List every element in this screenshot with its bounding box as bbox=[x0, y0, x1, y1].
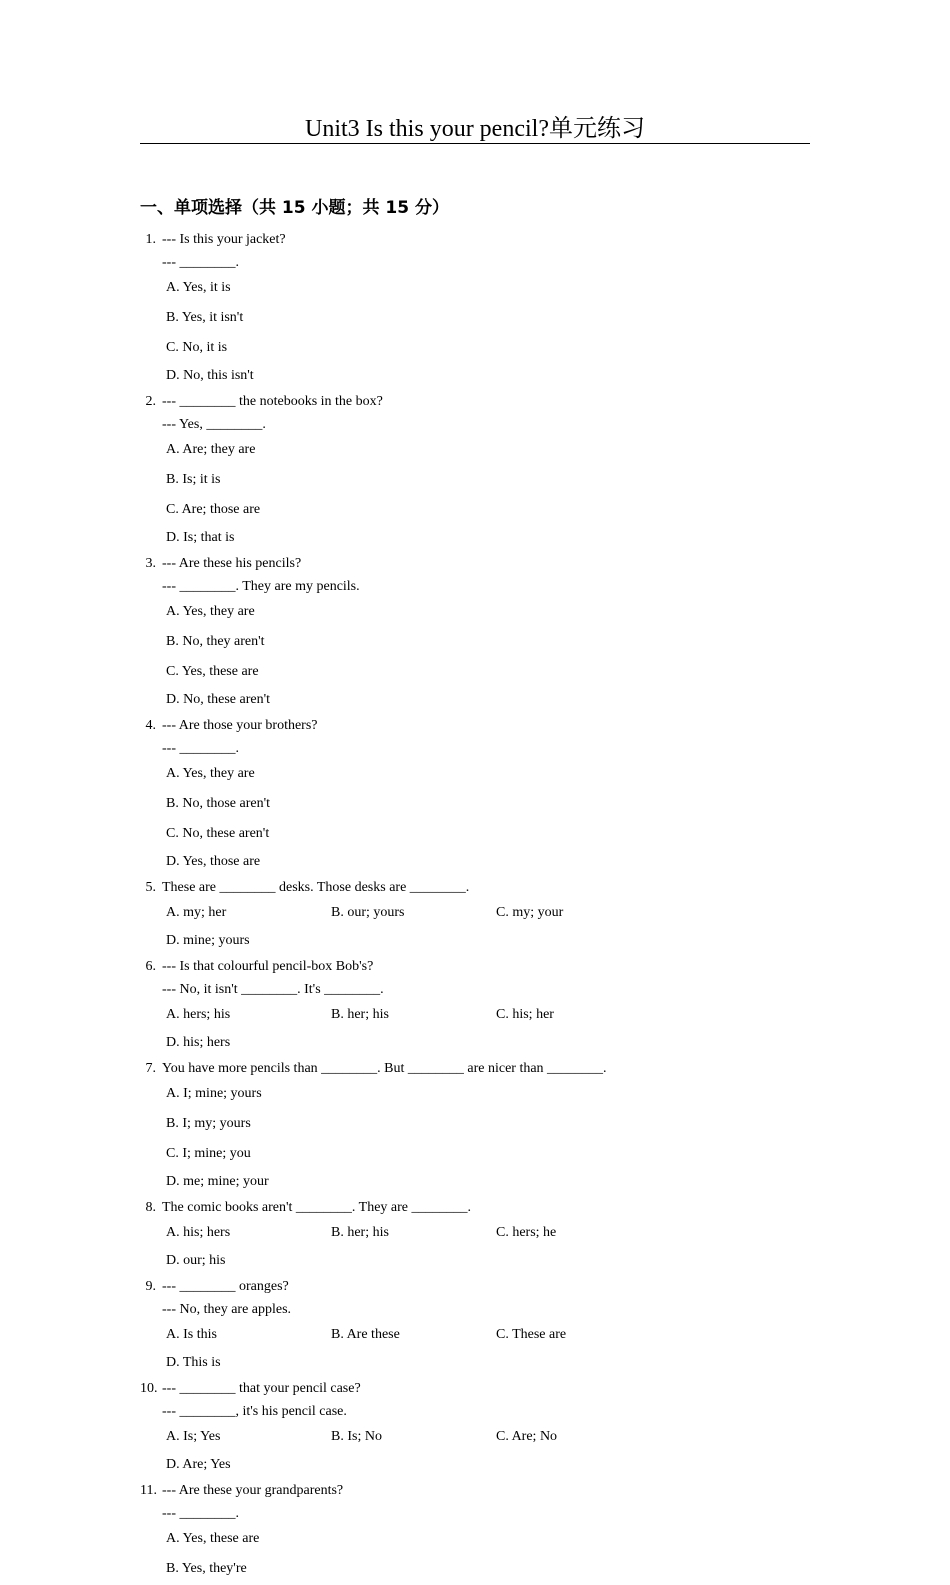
question-stem: You have more pencils than ________. But ________ are nicer than ________. bbox=[162, 1061, 607, 1076]
option-a: A. Yes, these are bbox=[166, 1531, 260, 1546]
question-2 bbox=[140, 390, 820, 552]
title-underline bbox=[140, 143, 810, 144]
question-stem: --- Are these his pencils? bbox=[162, 556, 302, 571]
option-list bbox=[140, 1001, 820, 1057]
option-list bbox=[140, 274, 820, 390]
option-a: A. hers; his bbox=[166, 1007, 231, 1022]
option-c: C. Yes, these are bbox=[166, 664, 259, 679]
option-c: C. No, these aren't bbox=[166, 826, 270, 841]
question-3 bbox=[140, 552, 820, 714]
option-list bbox=[140, 1423, 820, 1479]
option-b: B. Is; it is bbox=[166, 472, 221, 487]
option-c: C. I; mine; you bbox=[166, 1146, 251, 1161]
question-number: 4. bbox=[145, 718, 156, 733]
question-stem: The comic books aren't ________. They are ________. bbox=[162, 1200, 472, 1215]
option-b: B. I; my; yours bbox=[166, 1116, 251, 1131]
question-number: 6. bbox=[145, 959, 156, 974]
question-list bbox=[140, 228, 820, 1585]
option-list bbox=[140, 1525, 820, 1585]
question-stem: --- Are these your grandparents? bbox=[162, 1483, 344, 1498]
question-stem: --- ________ oranges? bbox=[162, 1279, 289, 1294]
question-response-line: --- No, they are apples. bbox=[162, 1302, 292, 1317]
question-8 bbox=[140, 1196, 820, 1275]
question-stem: These are ________ desks. Those desks are ________. bbox=[162, 880, 470, 895]
option-b: B. No, those aren't bbox=[166, 796, 271, 811]
option-c: C. No, it is bbox=[166, 340, 228, 355]
option-b: B. our; yours bbox=[331, 905, 405, 920]
option-b: B. No, they aren't bbox=[166, 634, 265, 649]
question-number: 8. bbox=[145, 1200, 156, 1215]
question-number: 1. bbox=[145, 232, 156, 247]
question-10 bbox=[140, 1377, 820, 1479]
question-5 bbox=[140, 876, 820, 955]
option-b: B. her; his bbox=[331, 1007, 389, 1022]
option-d: D. me; mine; your bbox=[166, 1174, 269, 1189]
question-number: 10. bbox=[140, 1381, 158, 1396]
option-d: D. his; hers bbox=[166, 1035, 231, 1050]
option-d: D. mine; yours bbox=[166, 933, 250, 948]
question-9 bbox=[140, 1275, 820, 1377]
section-heading: 一、单项选择（共 15 小题；共 15 分） bbox=[140, 198, 449, 218]
option-b: B. Yes, they're bbox=[166, 1561, 247, 1576]
option-list bbox=[140, 760, 820, 876]
option-list bbox=[140, 899, 820, 955]
option-a: A. Yes, it is bbox=[166, 280, 231, 295]
question-response-line: --- No, it isn't ________. It's ________. bbox=[162, 982, 384, 997]
question-7 bbox=[140, 1057, 820, 1196]
page-title: Unit3 Is this your pencil?单元练习 bbox=[305, 116, 645, 142]
question-response-line: --- ________. They are my pencils. bbox=[162, 579, 360, 594]
option-c: C. my; your bbox=[496, 905, 564, 920]
question-number: 3. bbox=[145, 556, 156, 571]
option-c: C. Are; No bbox=[496, 1429, 558, 1444]
option-a: A. my; her bbox=[166, 905, 227, 920]
option-list bbox=[140, 1219, 820, 1275]
option-b: B. Is; No bbox=[331, 1429, 382, 1444]
question-stem: --- Is this your jacket? bbox=[162, 232, 286, 247]
option-list bbox=[140, 1080, 820, 1196]
question-response-line: --- ________, it's his pencil case. bbox=[162, 1404, 347, 1419]
question-number: 7. bbox=[145, 1061, 156, 1076]
option-a: A. Are; they are bbox=[166, 442, 256, 457]
option-list bbox=[140, 1321, 820, 1377]
option-d: D. Is; that is bbox=[166, 530, 235, 545]
question-number: 11. bbox=[140, 1483, 157, 1498]
question-1 bbox=[140, 228, 820, 390]
option-list bbox=[140, 598, 820, 714]
option-d: D. Yes, those are bbox=[166, 854, 261, 869]
question-11 bbox=[140, 1479, 820, 1585]
question-response-line: --- ________. bbox=[162, 255, 239, 270]
question-stem: --- Is that colourful pencil-box Bob's? bbox=[162, 959, 374, 974]
option-a: A. his; hers bbox=[166, 1225, 231, 1240]
question-4 bbox=[140, 714, 820, 876]
question-response-line: --- Yes, ________. bbox=[162, 417, 266, 432]
option-a: A. Yes, they are bbox=[166, 604, 255, 619]
option-d: D. No, these aren't bbox=[166, 692, 270, 707]
option-a: A. I; mine; yours bbox=[166, 1086, 262, 1101]
option-c: C. These are bbox=[496, 1327, 567, 1342]
option-a: A. Is this bbox=[166, 1327, 217, 1342]
option-b: B. Are these bbox=[331, 1327, 400, 1342]
question-number: 5. bbox=[145, 880, 156, 895]
option-d: D. Are; Yes bbox=[166, 1457, 231, 1472]
question-number: 2. bbox=[145, 394, 156, 409]
option-c: C. hers; he bbox=[496, 1225, 557, 1240]
option-c: C. his; her bbox=[496, 1007, 554, 1022]
option-a: A. Is; Yes bbox=[166, 1429, 221, 1444]
question-response-line: --- ________. bbox=[162, 741, 239, 756]
question-stem: --- Are those your brothers? bbox=[162, 718, 318, 733]
option-d: D. This is bbox=[166, 1355, 221, 1370]
question-stem: --- ________ the notebooks in the box? bbox=[162, 394, 383, 409]
option-c: C. Are; those are bbox=[166, 502, 261, 517]
option-d: D. No, this isn't bbox=[166, 368, 254, 383]
option-d: D. our; his bbox=[166, 1253, 226, 1268]
question-6 bbox=[140, 955, 820, 1057]
question-number: 9. bbox=[145, 1279, 156, 1294]
question-stem: --- ________ that your pencil case? bbox=[162, 1381, 361, 1396]
option-b: B. her; his bbox=[331, 1225, 389, 1240]
option-list bbox=[140, 436, 820, 552]
question-response-line: --- ________. bbox=[162, 1506, 239, 1521]
option-b: B. Yes, it isn't bbox=[166, 310, 244, 325]
option-a: A. Yes, they are bbox=[166, 766, 255, 781]
